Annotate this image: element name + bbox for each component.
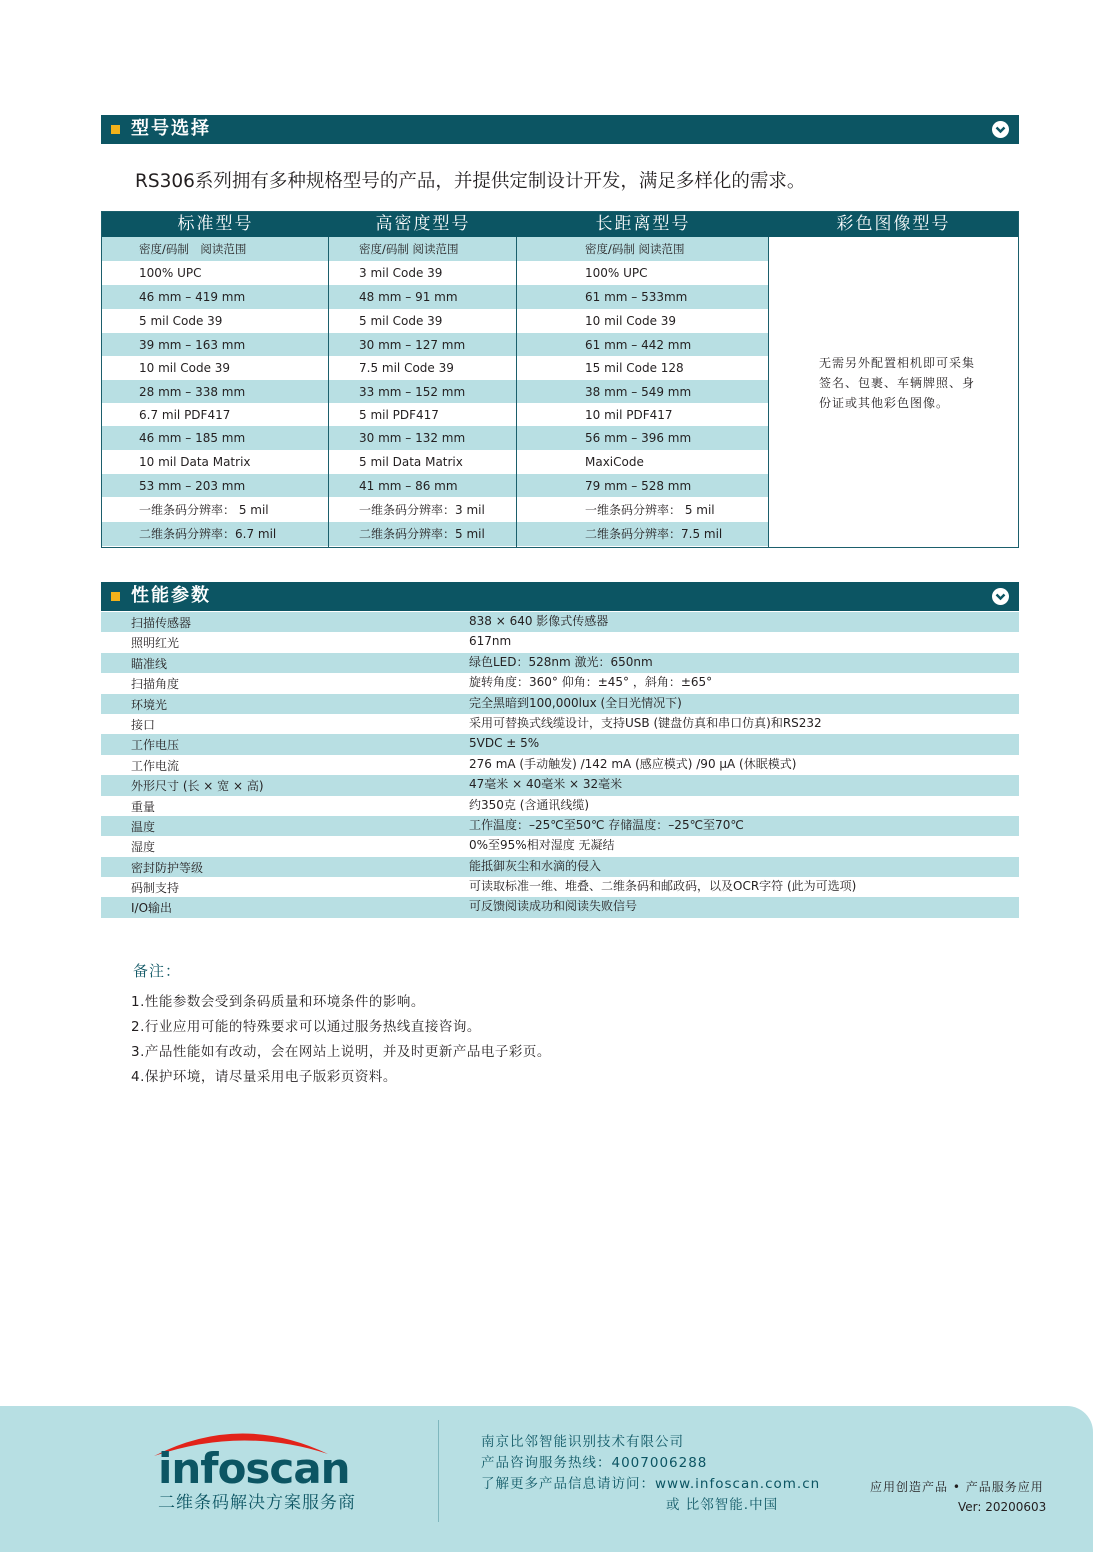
bullet-square-icon (111, 125, 120, 134)
table-cell: 5 mil Code 39 (102, 310, 329, 333)
spec-value: 约350克 (含通讯线缆) (469, 797, 590, 812)
spec-value: 617nm (469, 634, 512, 649)
table-cell: 一维条码分辨率： 5 mil (102, 498, 329, 522)
spec-key: 温度 (131, 819, 156, 834)
spec-row (101, 694, 1019, 714)
spec-row (101, 632, 1019, 652)
table-cell: 10 mil Data Matrix (102, 451, 329, 474)
logo-wordmark: infoscan (158, 1444, 350, 1493)
chevron-down-icon[interactable] (992, 588, 1009, 605)
model-table-header (102, 212, 1018, 237)
spec-key: 接口 (131, 717, 156, 732)
table-cell: 10 mil Code 39 (517, 310, 769, 333)
chevron-down-icon[interactable] (992, 121, 1009, 138)
spec-value: 可反馈阅读成功和阅读失败信号 (469, 899, 638, 914)
spec-row (101, 734, 1019, 754)
spec-value: 能抵御灰尘和水滴的侵入 (469, 858, 602, 873)
spec-key: 扫描角度 (131, 677, 180, 692)
spec-value: 47毫米 × 40毫米 × 32毫米 (469, 777, 623, 792)
spec-key: 外形尺寸 (长 × 宽 × 高) (131, 779, 264, 794)
table-cell: 48 mm – 91 mm (329, 285, 517, 310)
table-cell: 56 mm – 396 mm (517, 426, 769, 451)
spec-value: 完全黑暗到100,000lux (全日光情况下) (469, 695, 682, 710)
table-cell: 100% UPC (102, 262, 329, 285)
header-long-range: 长距离型号 (595, 214, 691, 234)
table-cell: 15 mil Code 128 (517, 357, 769, 380)
company-name: 南京比邻智能识别技术有限公司 (481, 1434, 684, 1450)
notes-list (131, 990, 551, 1090)
notes-label: 备注： (133, 962, 182, 980)
spec-row (101, 897, 1019, 917)
model-table (101, 211, 1019, 548)
spec-value: 276 mA (手动触发) /142 mA (感应模式) /90 μA (休眠模式) (469, 756, 797, 771)
header-high-density: 高密度型号 (375, 214, 471, 234)
slogan: 应用创造产品 • 产品服务应用 (870, 1480, 1044, 1494)
color-model-description: 无需另外配置相机即可采集签名、包裹、车辆牌照、身份证或其他彩色图像。 (819, 356, 976, 410)
column-subheader: 密度/码制 阅读范围 (517, 237, 769, 262)
table-cell: 10 mil Code 39 (102, 357, 329, 380)
note-item: 1.性能参数会受到条码质量和环境条件的影响。 (131, 994, 425, 1010)
spec-value: 旋转角度：360° 仰角：±45° ，斜角：±65° (469, 675, 713, 690)
column-divider (768, 237, 769, 547)
table-cell: 6.7 mil PDF417 (102, 404, 329, 426)
spec-value: 5VDC ± 5% (469, 736, 540, 751)
header-color-image: 彩色图像型号 (836, 214, 951, 234)
spec-key: 环境光 (131, 697, 168, 712)
table-cell: 46 mm – 419 mm (102, 285, 329, 310)
column-divider (516, 237, 517, 547)
table-cell: 79 mm – 528 mm (517, 474, 769, 498)
bullet-square-icon (111, 592, 120, 601)
spec-row (101, 816, 1019, 836)
spec-row (101, 796, 1019, 816)
spec-section-title: 性能参数 (131, 585, 211, 606)
intro-text: RS306系列拥有多种规格型号的产品，并提供定制设计开发，满足多样化的需求。 (135, 171, 806, 192)
table-cell: 39 mm – 163 mm (102, 333, 329, 357)
note-item: 2.行业应用可能的特殊要求可以通过服务热线直接咨询。 (131, 1019, 481, 1035)
table-cell: 10 mil PDF417 (517, 404, 769, 426)
model-section-header (101, 115, 1019, 144)
spec-key: 工作电流 (131, 758, 180, 773)
table-cell: 53 mm – 203 mm (102, 474, 329, 498)
table-cell: 一维条码分辨率： 5 mil (517, 498, 769, 522)
spec-value: 采用可替换式线缆设计，支持USB (键盘仿真和串口仿真)和RS232 (469, 715, 822, 730)
spec-row (101, 857, 1019, 877)
table-cell: 3 mil Code 39 (329, 262, 517, 285)
spec-key: 码制支持 (131, 881, 180, 896)
table-cell: 一维条码分辨率：3 mil (329, 498, 517, 522)
spec-row (101, 755, 1019, 775)
spec-key: 重量 (131, 799, 156, 814)
spec-value: 绿色LED：528nm 激光：650nm (469, 654, 653, 669)
spec-row (101, 877, 1019, 897)
table-cell: 38 mm – 549 mm (517, 380, 769, 404)
spec-section-header (101, 582, 1019, 611)
model-section-title: 型号选择 (131, 118, 211, 139)
column-subheader: 密度/码制 阅读范围 (102, 237, 329, 262)
note-item: 4.保护环境，请尽量采用电子版彩页资料。 (131, 1069, 397, 1085)
spec-key: 瞄准线 (131, 656, 168, 671)
footer-divider (438, 1420, 439, 1522)
spec-key: I/O输出 (131, 901, 173, 916)
table-cell: 二维条码分辨率：6.7 mil (102, 522, 329, 547)
spec-key: 密封防护等级 (131, 860, 204, 875)
website-link[interactable]: 了解更多产品信息请访问：www.infoscan.com.cn (481, 1476, 821, 1492)
spec-row (101, 653, 1019, 673)
version-label: Ver: 20200603 (958, 1500, 1047, 1514)
spec-row (101, 673, 1019, 693)
hotline: 产品咨询服务热线：4007006288 (481, 1455, 708, 1471)
table-cell: 61 mm – 442 mm (517, 333, 769, 357)
table-cell: 100% UPC (517, 262, 769, 285)
spec-key: 照明红光 (131, 636, 180, 651)
table-cell: 46 mm – 185 mm (102, 426, 329, 451)
company-logo (150, 1420, 380, 1520)
table-cell: 41 mm – 86 mm (329, 474, 517, 498)
table-cell: 二维条码分辨率：7.5 mil (517, 522, 769, 547)
table-cell: 33 mm – 152 mm (329, 380, 517, 404)
note-item: 3.产品性能如有改动，会在网站上说明，并及时更新产品电子彩页。 (131, 1044, 551, 1060)
spec-row (101, 612, 1019, 632)
header-standard: 标准型号 (177, 214, 254, 234)
spec-key: 湿度 (131, 840, 156, 855)
table-cell: MaxiCode (517, 451, 769, 474)
column-divider (328, 237, 329, 547)
table-cell: 7.5 mil Code 39 (329, 357, 517, 380)
table-cell: 5 mil Data Matrix (329, 451, 517, 474)
table-cell: 30 mm – 132 mm (329, 426, 517, 451)
spec-value: 工作温度：–25℃至50℃ 存储温度：–25℃至70℃ (469, 817, 744, 832)
spec-row (101, 775, 1019, 795)
contact-info (481, 1432, 820, 1516)
table-cell: 5 mil PDF417 (329, 404, 517, 426)
spec-row (101, 836, 1019, 856)
spec-value: 838 × 640 影像式传感器 (469, 614, 609, 628)
spec-value: 可读取标准一维、堆叠、二维条码和邮政码，以及OCR字符 (此为可选项) (469, 879, 857, 894)
table-cell: 28 mm – 338 mm (102, 380, 329, 404)
spec-row (101, 714, 1019, 734)
table-cell: 二维条码分辨率：5 mil (329, 522, 517, 547)
table-cell: 30 mm – 127 mm (329, 333, 517, 357)
spec-table (101, 612, 1019, 918)
table-cell: 5 mil Code 39 (329, 310, 517, 333)
footer (0, 1406, 1093, 1552)
table-cell: 61 mm – 533mm (517, 285, 769, 310)
alt-site-link[interactable]: 或 比邻智能.中国 (666, 1497, 779, 1513)
column-subheader: 密度/码制 阅读范围 (329, 237, 517, 262)
spec-key: 工作电压 (131, 738, 180, 753)
logo-tagline: 二维条码解决方案服务商 (158, 1493, 356, 1513)
spec-key: 扫描传感器 (131, 616, 192, 630)
spec-value: 0%至95%相对湿度 无凝结 (469, 838, 615, 853)
